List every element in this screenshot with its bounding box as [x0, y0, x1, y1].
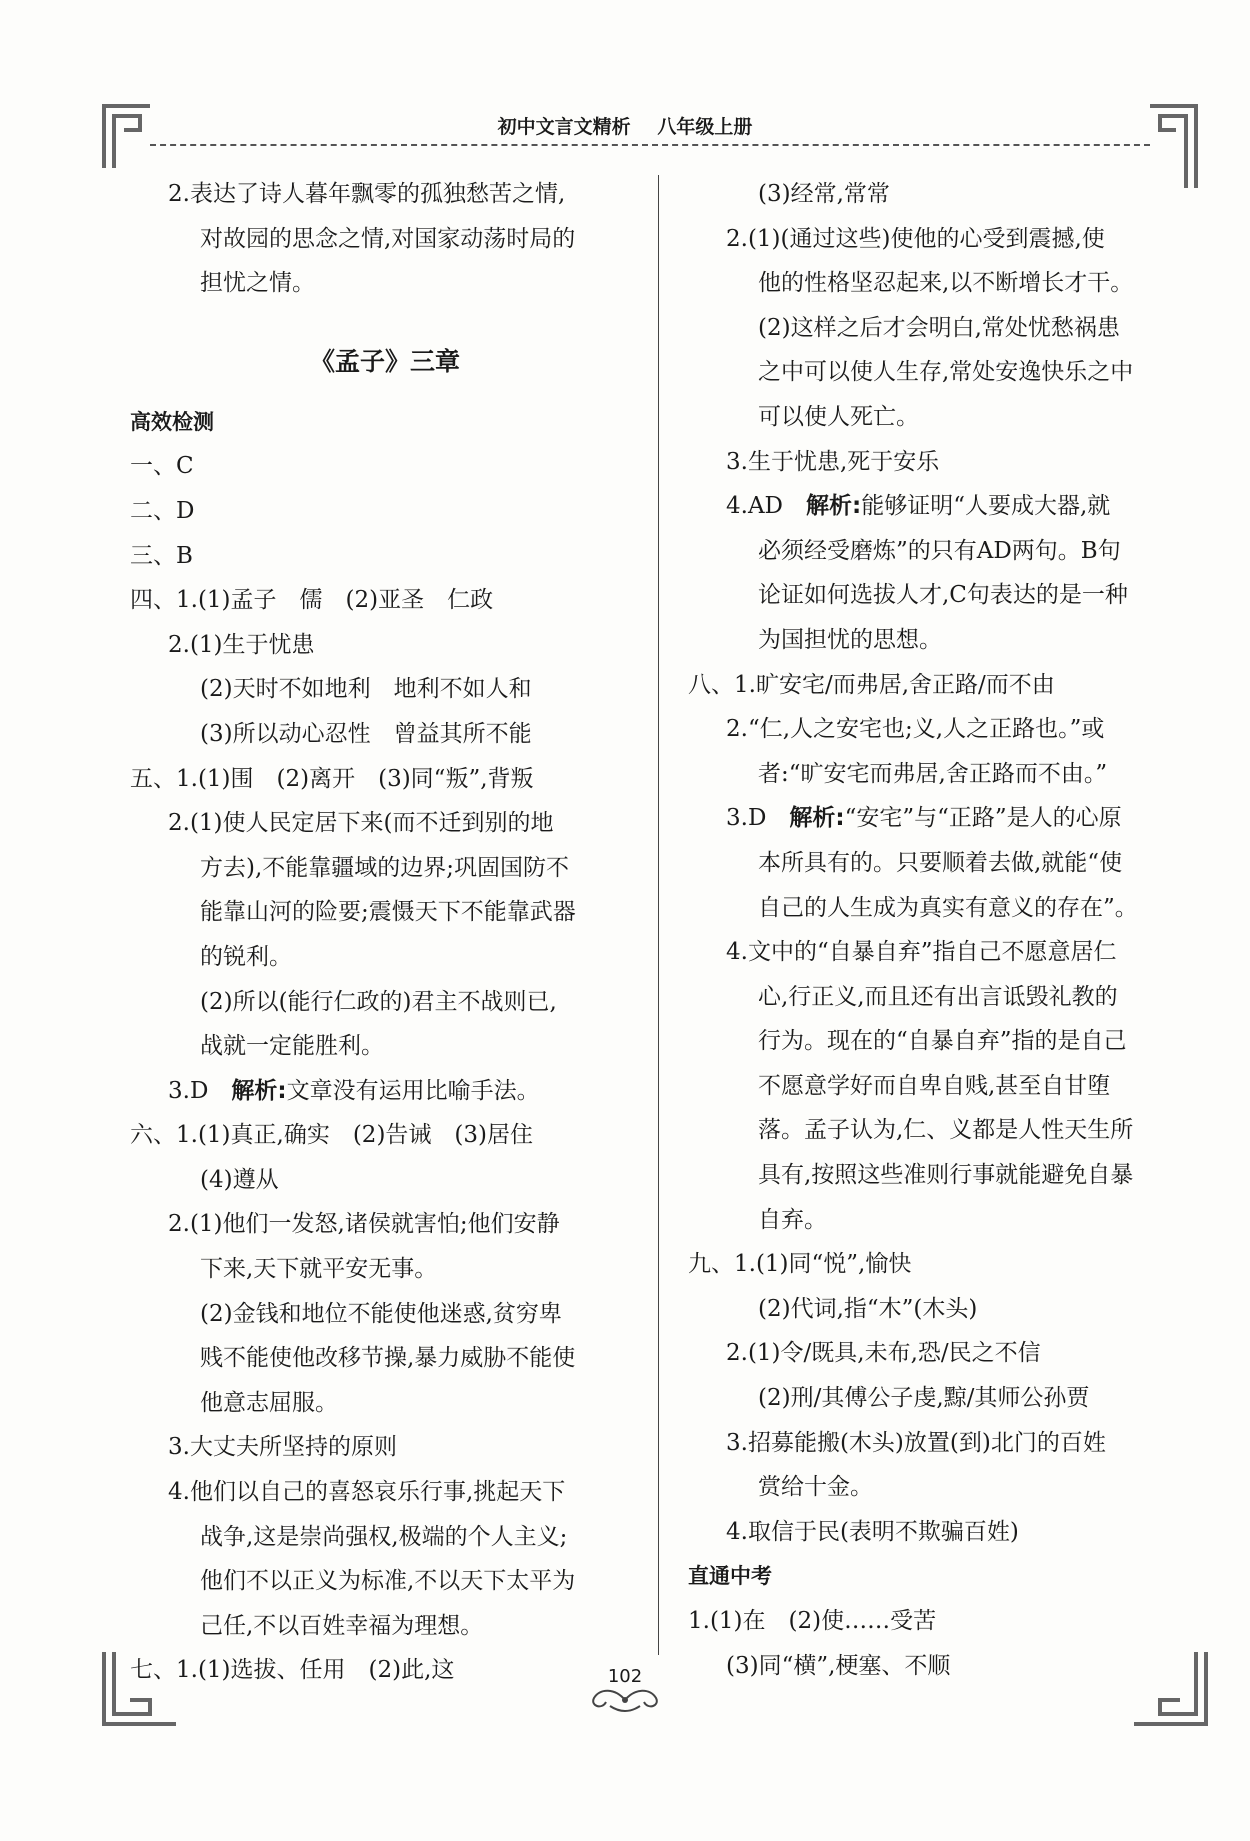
text-line	[130, 801, 640, 846]
text-line	[688, 663, 1188, 708]
line-text: 4.文中的“自暴自弃”指自己不愿意居仁	[726, 939, 1117, 966]
section-title	[130, 324, 640, 400]
text-line	[130, 261, 640, 306]
line-text: 3.生于忧患,死于安乐	[726, 448, 940, 475]
analysis-label: 解析:	[783, 493, 862, 520]
text-line	[688, 1376, 1188, 1421]
line-text: 2.(1)他们一发怒,诸侯就害怕;他们安静	[168, 1211, 560, 1238]
text-line	[688, 306, 1188, 351]
line-text: 2.表达了诗人暮年飘零的孤独愁苦之情,	[168, 181, 566, 207]
line-text: 3.D	[168, 1077, 209, 1104]
line-text: 八、1.旷安宅/而弗居,舍正路/而不由	[688, 671, 1055, 698]
line-text: 4.AD	[726, 493, 783, 520]
text-line	[130, 1559, 640, 1604]
text-line	[688, 975, 1188, 1020]
line-text: (2)天时不如地利 地利不如人和	[200, 676, 532, 703]
text-line	[688, 752, 1188, 797]
line-text: 2.(1)(通过这些)使他的心受到震撼,使	[726, 225, 1105, 252]
line-text: (3)所以动心忍性 曾益其所不能	[200, 720, 532, 747]
text-line	[130, 667, 640, 712]
line-text: 具有,按照这些准则行事就能避免自暴	[758, 1162, 1134, 1189]
line-text: 方去),不能靠疆域的边界;巩固国防不	[200, 854, 570, 881]
line-text: 贱不能使他改移节操,暴力威胁不能使	[200, 1345, 576, 1372]
text-line	[130, 1202, 640, 1247]
text-line	[688, 217, 1188, 262]
text-line	[688, 1421, 1188, 1466]
line-text: (3)同“横”,梗塞、不顺	[726, 1652, 951, 1679]
text-line	[688, 529, 1188, 574]
text-line	[130, 890, 640, 935]
text-line	[688, 618, 1188, 663]
line-text: 赏给十金。	[758, 1474, 873, 1501]
text-line	[688, 573, 1188, 618]
line-text: 落。孟子认为,仁、义都是人性天生所	[758, 1117, 1134, 1144]
line-text: 四、1.(1)孟子 儒 (2)亚圣 仁政	[130, 587, 494, 614]
text-line	[130, 1336, 640, 1381]
line-text: (2)金钱和地位不能使他迷惑,贫穷卑	[200, 1300, 562, 1327]
left-column	[130, 172, 640, 1693]
analysis-text: “安宅”与“正路”是人的心原	[844, 805, 1122, 832]
line-text: 3.招募能搬(木头)放置(到)北门的百姓	[726, 1429, 1106, 1456]
right-column	[688, 172, 1188, 1688]
line-text: 之中可以使人生存,常处安逸快乐之中	[758, 359, 1134, 386]
text-line	[688, 1510, 1188, 1555]
line-text: 不愿意学好而自卑自贱,甚至自甘堕	[758, 1072, 1111, 1099]
line-text: 行为。现在的“自暴自弃”指的是自己	[758, 1028, 1127, 1055]
page-number: 102	[607, 1666, 643, 1687]
text-line	[688, 172, 1188, 217]
text-line	[130, 1069, 640, 1114]
text-line	[688, 841, 1188, 886]
line-text: 3.D	[726, 805, 767, 832]
line-text: 论证如何选拔人才,C句表达的是一种	[758, 582, 1128, 609]
text-line	[130, 1158, 640, 1203]
line-text: 二、D	[130, 497, 195, 524]
text-line	[130, 757, 640, 802]
line-text: 一、C	[130, 453, 194, 480]
text-line	[130, 1113, 640, 1158]
header-dashed-rule	[150, 144, 1150, 146]
text-line	[130, 1381, 640, 1426]
text-line	[688, 707, 1188, 752]
line-text: (2)所以(能行仁政的)君主不战则已,	[200, 988, 557, 1015]
line-text: 4.他们以自己的喜怒哀乐行事,挑起天下	[168, 1479, 566, 1506]
line-text: 必须经受磨炼”的只有AD两句。B句	[758, 537, 1121, 564]
line-text: 2.“仁,人之安宅也;义,人之正路也。”或	[726, 716, 1105, 743]
line-text: 的锐利。	[200, 943, 292, 970]
line-text: 直通中考	[688, 1564, 772, 1589]
text-line	[130, 1292, 640, 1337]
text-line	[688, 1331, 1188, 1376]
line-text: 他的性格坚忍起来,以不断增长才干。	[758, 270, 1134, 297]
book-title: 初中文言文精析	[497, 116, 631, 138]
line-text: 为国担忧的思想。	[758, 626, 942, 653]
line-text: 能靠山河的险要;震慑天下不能靠武器	[200, 899, 576, 926]
text-line	[688, 1108, 1188, 1153]
line-text: 己任,不以百姓幸福为理想。	[200, 1612, 484, 1639]
text-line	[130, 444, 640, 489]
line-text: 五、1.(1)围 (2)离开 (3)同“叛”,背叛	[130, 765, 534, 792]
text-line	[688, 1153, 1188, 1198]
line-text: 高效检测	[130, 409, 214, 434]
column-divider	[658, 175, 659, 1655]
text-line	[688, 1465, 1188, 1510]
page-ornament-icon	[580, 1686, 670, 1714]
analysis-label: 解析:	[766, 805, 845, 832]
line-text: (2)刑/其傅公子虔,黥/其师公孙贾	[758, 1385, 1090, 1412]
line-text: 3.大丈夫所坚持的原则	[168, 1434, 397, 1461]
text-line	[130, 1470, 640, 1515]
line-text: 者:“旷安宅而弗居,舍正路而不由。”	[758, 760, 1108, 787]
line-text: 4.取信于民(表明不欺骗百姓)	[726, 1518, 1019, 1545]
line-text: 自弃。	[758, 1206, 827, 1233]
text-line	[688, 261, 1188, 306]
line-text: 战争,这是崇尚强权,极端的个人主义;	[200, 1523, 568, 1550]
line-text: 1.(1)在 (2)使……受苦	[688, 1608, 937, 1634]
text-line	[130, 935, 640, 980]
text-line	[688, 395, 1188, 440]
running-header	[0, 112, 1250, 139]
text-line	[688, 1242, 1188, 1287]
text-line	[130, 172, 640, 217]
section-heading	[688, 1554, 1188, 1599]
corner-ornament-top-left-icon	[100, 100, 160, 170]
line-text: 他们不以正义为标准,不以天下太平为	[200, 1568, 576, 1595]
line-text: 九、1.(1)同“悦”,愉快	[688, 1251, 912, 1278]
section-heading	[130, 400, 640, 445]
text-line	[688, 440, 1188, 485]
text-line	[130, 217, 640, 262]
text-line	[130, 846, 640, 891]
text-line	[130, 1604, 640, 1649]
line-text: 2.(1)令/既具,未布,恐/民之不信	[726, 1340, 1041, 1367]
line-text: (4)遵从	[200, 1166, 279, 1193]
line-text: 本所具有的。只要顺着去做,就能“使	[758, 849, 1123, 876]
text-line	[130, 1024, 640, 1069]
text-line	[130, 489, 640, 534]
text-line	[688, 796, 1188, 841]
line-text: 七、1.(1)选拔、任用 (2)此,这	[130, 1657, 455, 1684]
text-line	[688, 886, 1188, 931]
text-line	[688, 1287, 1188, 1332]
line-text: 他意志屈服。	[200, 1389, 338, 1416]
text-line	[130, 623, 640, 668]
text-line	[130, 1425, 640, 1470]
text-line	[688, 1599, 1188, 1644]
line-text: (2)代词,指“木”(木头)	[758, 1295, 978, 1322]
text-line	[688, 930, 1188, 975]
line-text: 战就一定能胜利。	[200, 1033, 384, 1060]
line-text: 下来,天下就平安无事。	[200, 1256, 438, 1283]
analysis-text: 文章没有运用比喻手法。	[286, 1077, 540, 1104]
text-line	[688, 1019, 1188, 1064]
line-text: 三、B	[130, 542, 193, 569]
text-line	[688, 1064, 1188, 1109]
line-text: 2.(1)使人民定居下来(而不迁到别的地	[168, 810, 554, 837]
text-line	[130, 980, 640, 1025]
text-line	[130, 712, 640, 757]
analysis-text: 能够证明“人要成大器,就	[861, 493, 1111, 520]
line-text: 《孟子》三章	[309, 346, 460, 376]
text-line	[130, 578, 640, 623]
line-text: 担忧之情。	[200, 270, 315, 297]
line-text: (2)这样之后才会明白,常处忧愁祸患	[758, 314, 1120, 341]
line-text: 2.(1)生于忧患	[168, 631, 315, 658]
text-line	[688, 484, 1188, 529]
text-line	[688, 1198, 1188, 1243]
text-line	[130, 1515, 640, 1560]
line-text: 自己的人生成为真实有意义的存在”。	[758, 894, 1138, 921]
grade-label: 八年级上册	[657, 116, 753, 138]
analysis-label: 解析:	[208, 1077, 287, 1104]
line-text: (3)经常,常常	[758, 181, 890, 207]
text-line	[688, 350, 1188, 395]
line-text: 对故园的思念之情,对国家动荡时局的	[200, 225, 576, 252]
text-line	[130, 1247, 640, 1292]
line-text: 六、1.(1)真正,确实 (2)告诫 (3)居住	[130, 1122, 533, 1149]
text-line	[130, 534, 640, 579]
line-text: 心,行正义,而且还有出言诋毁礼教的	[758, 983, 1118, 1010]
line-text: 可以使人死亡。	[758, 403, 919, 430]
